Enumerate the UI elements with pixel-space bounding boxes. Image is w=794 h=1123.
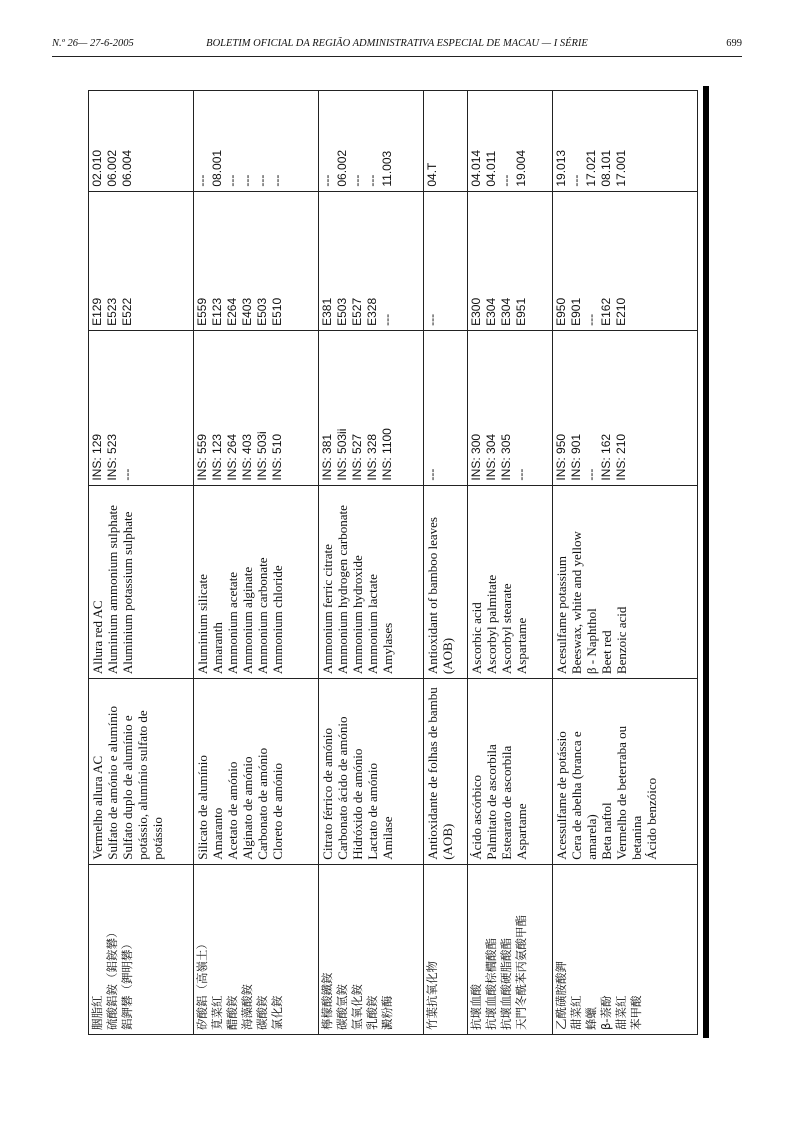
cell-line: ---	[269, 174, 284, 187]
cell-line: E403	[239, 297, 254, 326]
cell-line: 天門冬酰苯丙氨酸甲酯	[514, 915, 529, 1030]
cell-line: ---	[120, 468, 134, 481]
cell-line: ---	[239, 174, 254, 187]
cell-line: Ammonium carbonate	[254, 557, 270, 675]
cell-line: E950	[553, 297, 568, 326]
cell-line: ---	[499, 174, 514, 187]
cell-line: Vermelho allura AC	[90, 755, 105, 860]
cell-line: 17.021	[583, 149, 598, 187]
cell-line: INS: 950	[553, 433, 568, 481]
cell-line: Aspartame	[514, 803, 530, 860]
reference-number-cell	[318, 91, 423, 192]
cell-line: E503	[334, 297, 349, 326]
cell-line: E304	[484, 297, 499, 326]
cell-line: 抗壞血酸硬脂酸酯	[499, 938, 514, 1030]
cell-line: E304	[499, 297, 514, 326]
cell-line: Hidróxido de amónio	[349, 748, 365, 860]
page-number: 699	[726, 38, 742, 49]
cell-line: 胭脂紅	[90, 995, 104, 1030]
cell-line: 08.001	[209, 149, 224, 187]
cell-line: 抗壞血酸棕櫚酸酯	[484, 938, 499, 1030]
cell-line: Benzoic acid	[613, 606, 629, 675]
cell-line: Beeswax, white and yellow	[568, 531, 584, 675]
cell-line: E381	[319, 297, 334, 326]
cell-line: E264	[224, 297, 239, 326]
cell-line: Ammonium hydroxide	[349, 555, 365, 675]
portuguese-name-cell	[193, 679, 318, 865]
portuguese-name-cell	[552, 679, 697, 865]
cell-line: 乙酰磺胺酸鉀	[553, 961, 568, 1030]
cell-line: 氯化銨	[269, 995, 284, 1030]
cell-line: E951	[514, 297, 529, 326]
cell-line: 04.014	[469, 149, 484, 187]
cell-line: INS: 210	[613, 433, 628, 481]
cell-line: INS: 559	[194, 433, 209, 481]
cell-line: Estearato de ascorbila	[499, 745, 515, 860]
cell-line: 蜂蠟	[583, 1007, 598, 1030]
table-row	[423, 91, 467, 1035]
cell-line: 苯甲酸	[628, 995, 643, 1030]
cell-line: E559	[194, 297, 209, 326]
cell-line: 08.101	[598, 149, 613, 187]
e-number-cell	[193, 191, 318, 330]
cell-line: Carbonato de amónio	[254, 747, 270, 860]
cell-line: E123	[209, 297, 224, 326]
cell-line: 抗壞血酸	[469, 984, 484, 1030]
cell-line: Silicato de alumínio	[194, 755, 210, 860]
issue-number: N.º 26— 27-6-2005	[52, 38, 134, 49]
chinese-name-cell	[318, 864, 423, 1034]
cell-line: Beta naftol	[598, 802, 614, 860]
cell-line: Amaranth	[209, 622, 225, 675]
cell-line: 甜菜紅	[613, 995, 628, 1030]
cell-line: Ammonium alginate	[239, 566, 255, 675]
cell-line: 17.001	[613, 149, 628, 187]
cell-line: INS: 264	[224, 433, 239, 481]
cell-line: Amaranto	[209, 807, 225, 860]
cell-line: 氫氧化銨	[349, 984, 364, 1030]
cell-line: Aspartame	[514, 617, 530, 675]
cell-line: INS: 300	[469, 433, 484, 481]
cell-line: E503	[254, 297, 269, 326]
reference-number-cell	[193, 91, 318, 192]
reference-number-cell	[423, 91, 467, 192]
scan-edge-bar	[703, 86, 709, 1038]
cell-line: Cera de abelha (branca e amarela)	[568, 731, 599, 860]
cell-line: Ácido benzóico	[643, 777, 659, 860]
cell-line: E527	[349, 297, 364, 326]
cell-line: ---	[568, 174, 583, 187]
cell-line: Ammonium ferric citrate	[319, 544, 335, 675]
cell-line: Ammonium hydrogen carbonate	[334, 505, 350, 675]
cell-line: Vermelho de beterraba ou betanina	[613, 725, 644, 860]
cell-line: 06.002	[105, 149, 119, 187]
ins-code-cell	[193, 330, 318, 485]
cell-line: 06.002	[334, 149, 349, 187]
e-number-cell	[468, 191, 553, 330]
cell-line: INS: 305	[499, 433, 514, 481]
cell-line: ---	[424, 468, 439, 481]
rotated-table-wrapper	[88, 90, 698, 1035]
cell-line: 04.011	[484, 150, 499, 187]
cell-line: 海藻酸銨	[239, 984, 254, 1030]
cell-line: 竹葉抗氧化物	[424, 961, 439, 1030]
cell-line: ---	[224, 174, 239, 187]
cell-line: INS: 381	[319, 433, 334, 481]
cell-line: E901	[568, 297, 583, 326]
english-name-cell	[423, 485, 467, 678]
cell-line: ---	[379, 313, 394, 326]
ins-code-cell	[552, 330, 697, 485]
ins-code-cell	[468, 330, 553, 485]
cell-line: ---	[254, 174, 269, 187]
cell-line: INS: 503i	[254, 431, 269, 481]
cell-line: E210	[613, 297, 628, 326]
chinese-name-cell	[89, 864, 194, 1034]
ins-code-cell	[89, 330, 194, 485]
cell-line: Ammonium chloride	[269, 565, 285, 675]
portuguese-name-cell	[468, 679, 553, 865]
cell-line: INS: 510	[269, 433, 284, 481]
cell-line: 碳酸銨	[254, 995, 269, 1030]
english-name-cell	[318, 485, 423, 678]
cell-line: Sulfato de amónio e alumínio	[105, 705, 120, 860]
cell-line: Citrato férrico de amónio	[319, 728, 335, 860]
cell-line: ---	[583, 313, 598, 326]
chinese-name-cell	[423, 864, 467, 1034]
cell-line: Ammonium lactate	[364, 574, 380, 675]
cell-line: INS: 503ii	[334, 428, 349, 481]
cell-line: Alginato de amónio	[239, 756, 255, 860]
cell-line: ---	[194, 174, 209, 187]
e-number-cell	[423, 191, 467, 330]
cell-line: E510	[269, 297, 284, 326]
cell-line: Ammonium acetate	[224, 571, 240, 675]
e-number-cell	[89, 191, 194, 330]
chinese-name-cell	[552, 864, 697, 1034]
cell-line: Allura red AC	[90, 600, 105, 675]
cell-line: INS: 123	[209, 433, 224, 481]
cell-line: 02.010	[90, 149, 104, 187]
cell-line: INS: 162	[598, 433, 613, 481]
running-header	[52, 38, 742, 54]
cell-line: E300	[469, 297, 484, 326]
english-name-cell	[552, 485, 697, 678]
cell-line: INS: 403	[239, 433, 254, 481]
chinese-name-cell	[468, 864, 553, 1034]
cell-line: ---	[319, 174, 334, 187]
cell-line: INS: 328	[364, 433, 379, 481]
e-number-cell	[318, 191, 423, 330]
cell-line: E522	[120, 297, 134, 326]
cell-line: 19.013	[553, 149, 568, 187]
cell-line: 乳酸銨	[364, 995, 379, 1030]
portuguese-name-cell	[318, 679, 423, 865]
cell-line: 甜菜紅	[568, 995, 583, 1030]
header-rule	[52, 56, 742, 57]
cell-line: ---	[514, 468, 529, 481]
cell-line: β - Naphthol	[583, 608, 599, 675]
reference-number-cell	[552, 91, 697, 192]
cell-line: Cloreto de amónio	[269, 763, 285, 860]
table-row	[193, 91, 318, 1035]
cell-line: Antioxidant of bamboo leaves (AOB)	[424, 517, 455, 675]
cell-line: INS: 1100	[379, 428, 394, 481]
portuguese-name-cell	[423, 679, 467, 865]
cell-line: ---	[349, 174, 364, 187]
cell-line: Aluminium silicate	[194, 574, 210, 675]
reference-number-cell	[89, 91, 194, 192]
cell-line: ---	[364, 174, 379, 187]
table-row	[318, 91, 423, 1035]
cell-line: Ácido ascórbico	[469, 774, 485, 860]
chinese-name-cell	[193, 864, 318, 1034]
cell-line: Acessulfame de potássio	[553, 731, 569, 860]
reference-number-cell	[468, 91, 553, 192]
cell-line: 19.004	[514, 149, 529, 187]
cell-line: 醋酸銨	[224, 995, 239, 1030]
cell-line: INS: 523	[105, 433, 119, 481]
cell-line: E162	[598, 297, 613, 326]
cell-line: Acetato de amónio	[224, 761, 240, 860]
cell-line: Lactato de amónio	[364, 763, 380, 860]
cell-line: ---	[424, 313, 439, 326]
cell-line: Carbonato ácido de amónio	[334, 716, 350, 860]
cell-line: INS: 527	[349, 433, 364, 481]
cell-line: 矽酸鋁（高嶺土）	[194, 938, 209, 1030]
english-name-cell	[193, 485, 318, 678]
cell-line: 莧菜紅	[209, 995, 224, 1030]
cell-line: 鋁鉀礬（鉀明礬）	[120, 938, 134, 1030]
cell-line: Aluminium potassium sulphate	[120, 511, 135, 675]
cell-line: Beet red	[598, 630, 614, 675]
cell-line: 澱粉酶	[379, 995, 394, 1030]
table-row	[89, 91, 194, 1035]
cell-line: Ascorbic acid	[469, 602, 485, 675]
cell-line: Sulfato duplo de alumínio e potássio, alumínio sulfato de potássio	[120, 710, 165, 860]
cell-line: 04.T	[424, 162, 439, 187]
cell-line: INS: 901	[568, 433, 583, 481]
cell-line: Amylases	[379, 622, 395, 675]
cell-line: Ascorbyl palmitate	[484, 574, 500, 675]
ins-code-cell	[423, 330, 467, 485]
cell-line: INS: 304	[484, 433, 499, 481]
cell-line: E523	[105, 297, 119, 326]
cell-line: Aluminium ammonium sulphate	[105, 505, 120, 675]
cell-line: Antioxidante de folhas de bambu (AOB)	[424, 687, 455, 860]
english-name-cell	[468, 485, 553, 678]
portuguese-name-cell	[89, 679, 194, 865]
additives-table-body	[89, 91, 698, 1035]
additives-table	[88, 90, 698, 1035]
cell-line: β-萘酚	[598, 995, 613, 1030]
table-row	[468, 91, 553, 1035]
cell-line: 碳酸氫銨	[334, 984, 349, 1030]
cell-line: Ascorbyl stearate	[499, 583, 515, 675]
cell-line: Acesulfame potassium	[553, 556, 569, 675]
table-row	[552, 91, 697, 1035]
cell-line: INS: 129	[90, 433, 104, 481]
cell-line: ---	[583, 468, 598, 481]
cell-line: Amilase	[379, 816, 395, 860]
cell-line: 硫酸鋁銨（鋁銨礬）	[105, 926, 119, 1030]
e-number-cell	[552, 191, 697, 330]
cell-line: 檸檬酸鐵銨	[319, 972, 334, 1030]
ins-code-cell	[318, 330, 423, 485]
cell-line: 11.003	[379, 150, 394, 187]
cell-line: 06.004	[120, 149, 134, 187]
cell-line: E129	[90, 297, 104, 326]
cell-line: E328	[364, 297, 379, 326]
publication-title: BOLETIM OFICIAL DA REGIÃO ADMINISTRATIVA ESPECIAL DE MACAU — I SÉRIE	[206, 38, 588, 49]
cell-line: Palmitato de ascorbila	[484, 744, 500, 860]
english-name-cell	[89, 485, 194, 678]
